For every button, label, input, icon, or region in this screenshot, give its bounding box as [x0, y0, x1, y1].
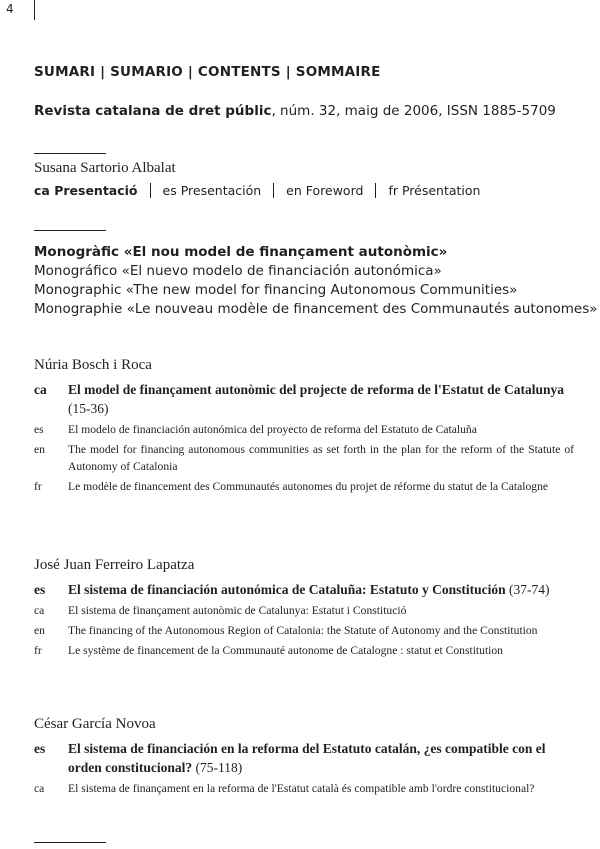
monographic-title-es: Monográfico «El nuevo modelo de financiación autonómica»	[34, 263, 442, 279]
monographic-title-en: Monographic «The new model for financing Autonomous Communities»	[34, 282, 518, 298]
journal-title: Revista catalana de dret públic	[34, 103, 272, 119]
translation-text: El sistema de finançament autonòmic de Catalunya: Estatut i Constitució	[68, 604, 407, 617]
article-pages: (15-36)	[68, 401, 109, 416]
article-translation	[34, 602, 574, 619]
section-rule	[34, 842, 106, 843]
article-pages: (75-118)	[192, 760, 243, 775]
presentation-fr: fr Présentation	[388, 183, 481, 198]
article-entry	[34, 739, 574, 797]
journal-details: , núm. 32, maig de 2006, ISSN 1885-5709	[271, 103, 556, 119]
translation-text: Le modèle de financement des Communautés autonomes du projet de réforme du statut de la Catalogne	[68, 480, 549, 493]
monographic-block	[34, 243, 598, 319]
article-author: José Juan Ferreiro Lapatza	[34, 557, 195, 573]
language-code: ca	[34, 604, 45, 617]
translation-text: El modelo de financiación autonómica del proyecto de reforma del Estatuto de Cataluña	[68, 423, 477, 436]
language-code: es	[34, 741, 46, 756]
presentation-author: Susana Sartorio Albalat	[34, 160, 176, 176]
article-author: Núria Bosch i Roca	[34, 357, 152, 373]
article-main-title	[34, 739, 574, 777]
article-translation	[34, 622, 574, 639]
article-main-title	[34, 380, 574, 418]
article-pages: (37-74)	[505, 582, 550, 597]
article-title: El sistema de financiación en la reforma del Estatuto catalán, ¿es compatible con el orden constitucional?	[68, 741, 546, 775]
language-code: en	[34, 624, 45, 637]
language-code: ca	[34, 782, 45, 795]
presentation-en: en Foreword	[286, 183, 364, 198]
article-translation	[34, 441, 574, 475]
language-code: fr	[34, 644, 42, 657]
article-translation	[34, 642, 574, 659]
monographic-title-ca: Monogràfic «El nou model de finançament autonòmic»	[34, 244, 448, 260]
monographic-title-fr: Monographie «Le nouveau modèle de financement des Communautés autonomes»	[34, 301, 598, 317]
article-main-title	[34, 580, 574, 599]
page-number-divider	[34, 0, 35, 20]
language-code: es	[34, 423, 44, 436]
language-code: ca	[34, 382, 47, 397]
article-title: El sistema de financiación autonómica de Cataluña: Estatuto y Constitución	[68, 582, 506, 597]
presentation-es: es Presentación	[162, 183, 262, 198]
translation-text: The model for financing autonomous communities as set forth in the plan for the reform of the Statute of Autonomy of Catalonia	[68, 443, 574, 473]
section-rule	[34, 153, 106, 154]
translation-text: El sistema de finançament en la reforma de l'Estatut català és compatible amb l'ordre constitucional?	[68, 782, 535, 795]
language-code: fr	[34, 480, 42, 493]
article-translation	[34, 780, 574, 797]
presentation-languages	[34, 183, 480, 198]
article-entry	[34, 380, 574, 495]
section-rule	[34, 230, 106, 231]
article-translation	[34, 421, 574, 438]
separator	[273, 183, 274, 198]
separator	[375, 183, 376, 198]
contents-heading: SUMARI | SUMARIO | CONTENTS | SOMMAIRE	[34, 64, 381, 80]
article-author: César García Novoa	[34, 716, 156, 732]
separator	[150, 183, 151, 198]
article-translation	[34, 478, 574, 495]
article-entry	[34, 580, 574, 659]
translation-text: Le système de financement de la Communauté autonome de Catalogne : statut et Constitution	[68, 644, 503, 657]
article-title: El model de finançament autonòmic del projecte de reforma de l'Estatut de Catalunya	[68, 382, 564, 397]
journal-citation	[34, 103, 556, 119]
language-code: en	[34, 443, 45, 456]
presentation-ca: ca Presentació	[34, 183, 138, 198]
translation-text: The financing of the Autonomous Region of Catalonia: the Statute of Autonomy and the Constitution	[68, 624, 538, 637]
language-code: es	[34, 582, 46, 597]
page-number: 4	[6, 2, 14, 16]
